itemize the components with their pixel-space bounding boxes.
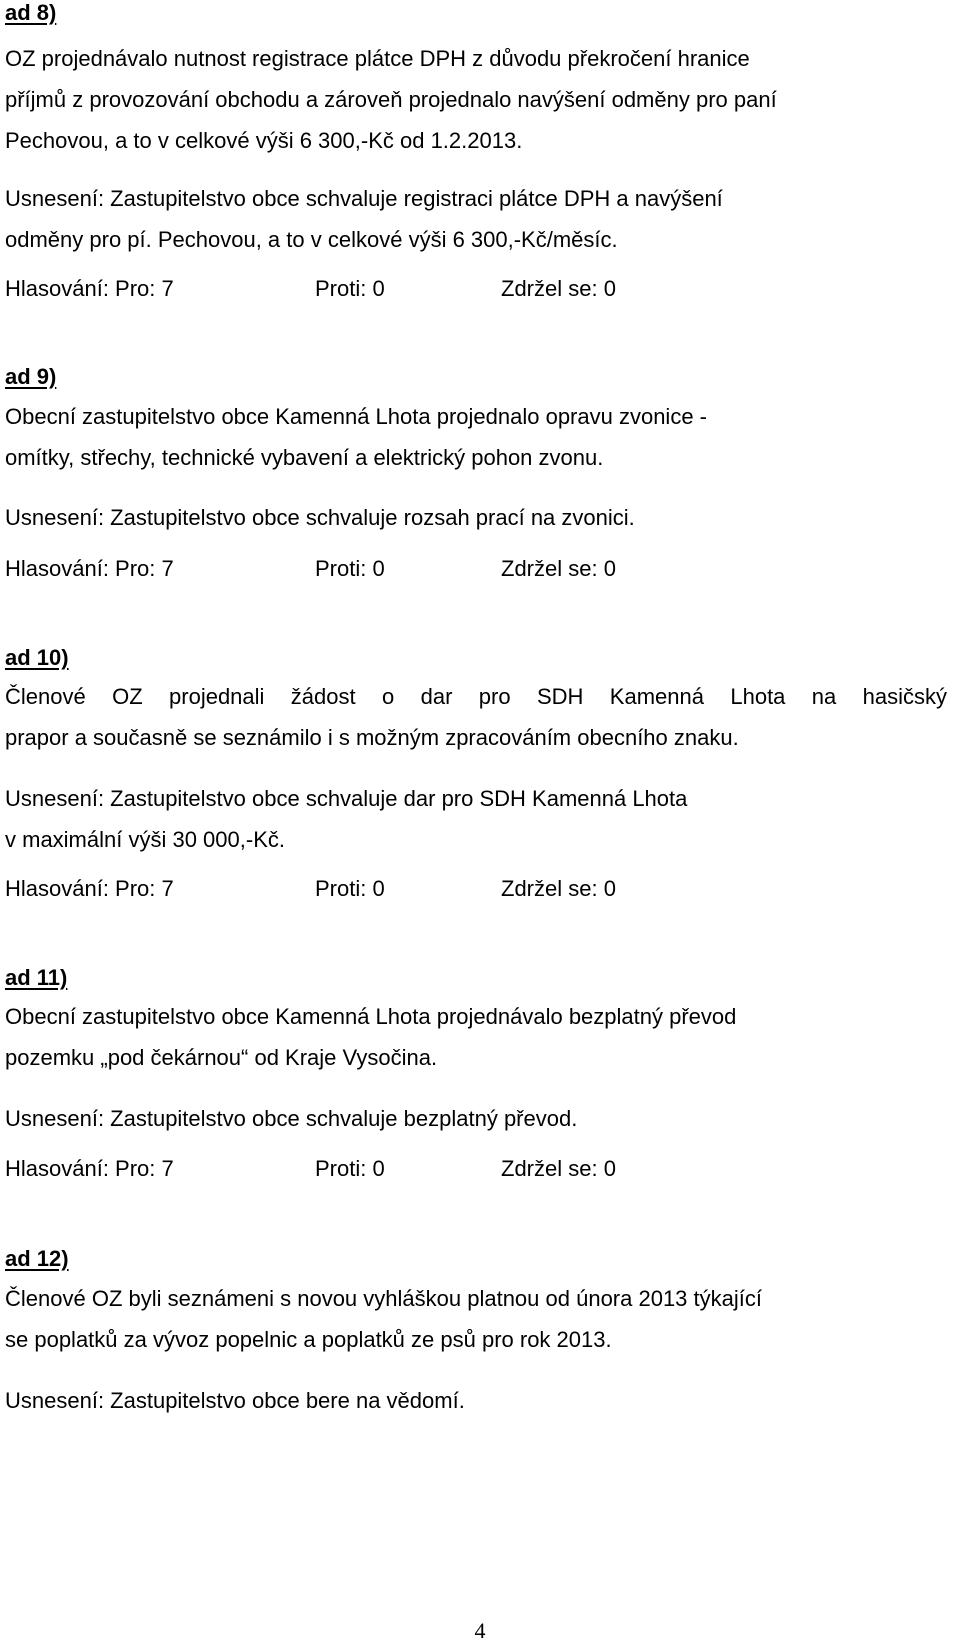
resolution-line: odměny pro pí. Pechovou, a to v celkové výši 6 300,-Kč/měsíc. <box>5 227 618 252</box>
vote-abstain: Zdržel se: 0 <box>501 556 616 581</box>
paragraph-line: Pechovou, a to v celkové výši 6 300,-Kč od 1.2.2013. <box>5 128 523 153</box>
paragraph-line: pozemku „pod čekárnou“ od Kraje Vysočina. <box>5 1045 438 1070</box>
section-heading: ad 10) <box>5 645 69 670</box>
vote-against: Proti: 0 <box>315 876 385 901</box>
section-heading: ad 9) <box>5 364 57 389</box>
paragraph-line: Členové OZ projednali žádost o dar pro SDH Kamenná Lhota na hasičský <box>5 684 947 709</box>
vote-abstain: Zdržel se: 0 <box>501 1156 616 1181</box>
paragraph-line: omítky, střechy, technické vybavení a elektrický pohon zvonu. <box>5 445 604 470</box>
paragraph-line: příjmů z provozování obchodu a zároveň projednalo navýšení odměny pro paní <box>5 87 777 112</box>
resolution-line: Usnesení: Zastupitelstvo obce schvaluje bezplatný převod. <box>5 1106 578 1131</box>
vote-for: Hlasování: Pro: 7 <box>5 1156 174 1181</box>
paragraph-line: prapor a současně se seznámilo i s možným zpracováním obecního znaku. <box>5 725 739 750</box>
paragraph-line: Obecní zastupitelstvo obce Kamenná Lhota projednalo opravu zvonice - <box>5 404 707 429</box>
paragraph-line: Obecní zastupitelstvo obce Kamenná Lhota projednávalo bezplatný převod <box>5 1004 737 1029</box>
section-heading: ad 8) <box>5 0 57 25</box>
resolution-line: Usnesení: Zastupitelstvo obce schvaluje rozsah prací na zvonici. <box>5 505 635 530</box>
section-heading: ad 12) <box>5 1246 69 1271</box>
vote-against: Proti: 0 <box>315 556 385 581</box>
page-number: 4 <box>474 1618 486 1643</box>
resolution-line: Usnesení: Zastupitelstvo obce schvaluje registraci plátce DPH a navýšení <box>5 186 723 211</box>
vote-for: Hlasování: Pro: 7 <box>5 556 174 581</box>
paragraph-line: OZ projednávalo nutnost registrace plátce DPH z důvodu překročení hranice <box>5 46 750 71</box>
vote-abstain: Zdržel se: 0 <box>501 276 616 301</box>
resolution-line: v maximální výši 30 000,-Kč. <box>5 827 285 852</box>
vote-against: Proti: 0 <box>315 276 385 301</box>
vote-for: Hlasování: Pro: 7 <box>5 876 174 901</box>
section-heading: ad 11) <box>5 965 68 990</box>
vote-for: Hlasování: Pro: 7 <box>5 276 174 301</box>
vote-against: Proti: 0 <box>315 1156 385 1181</box>
resolution-line: Usnesení: Zastupitelstvo obce bere na vědomí. <box>5 1388 465 1413</box>
vote-abstain: Zdržel se: 0 <box>501 876 616 901</box>
paragraph-line: se poplatků za vývoz popelnic a poplatků ze psů pro rok 2013. <box>5 1327 612 1352</box>
resolution-line: Usnesení: Zastupitelstvo obce schvaluje dar pro SDH Kamenná Lhota <box>5 786 688 811</box>
paragraph-line: Členové OZ byli seznámeni s novou vyhláškou platnou od února 2013 týkající <box>5 1286 762 1311</box>
